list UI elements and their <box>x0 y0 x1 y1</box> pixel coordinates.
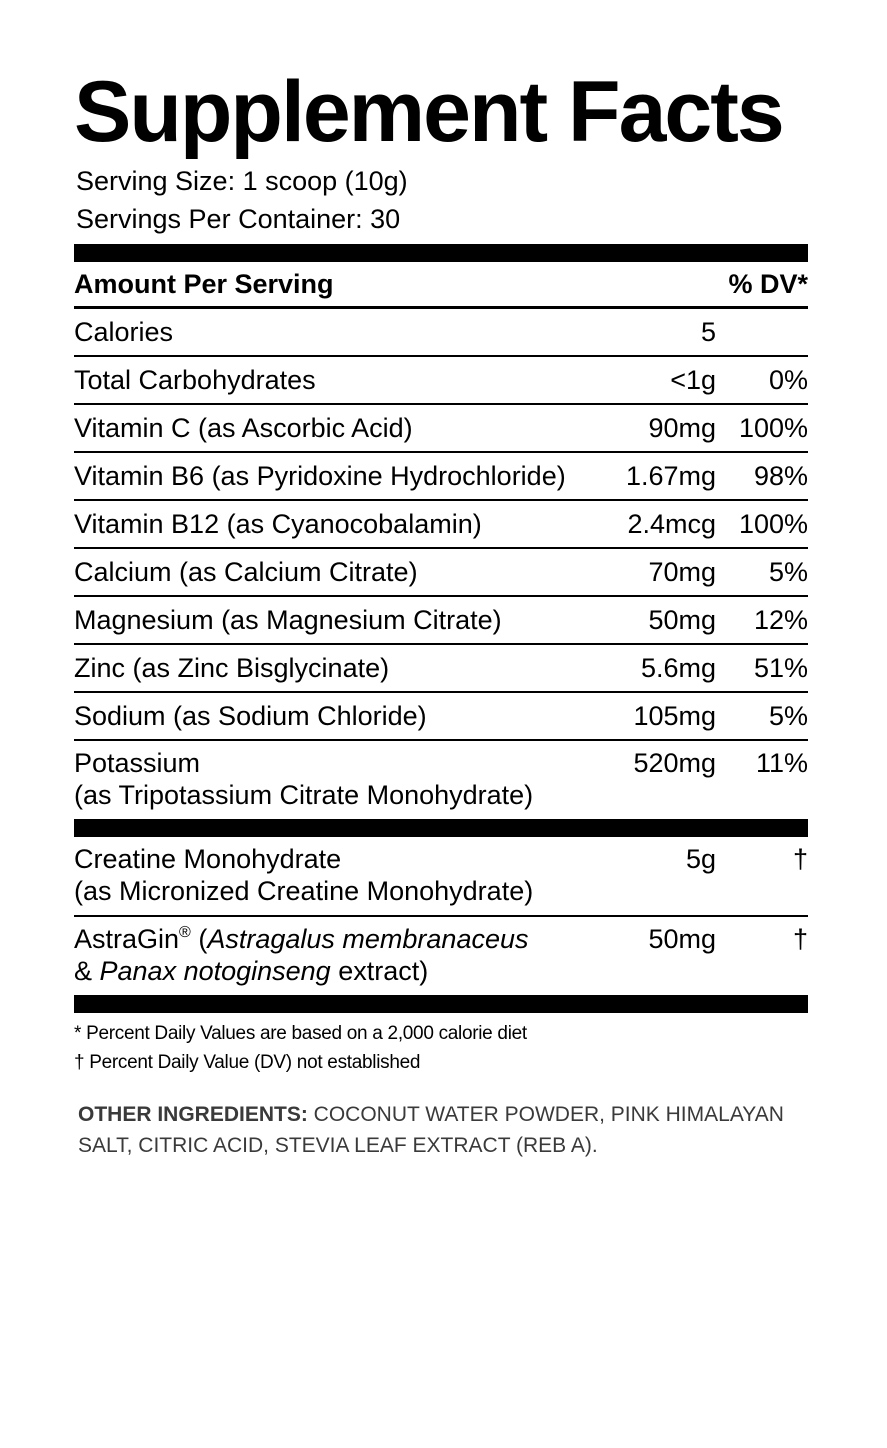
ingredient-name-source <box>74 955 576 987</box>
nutrient-dv: 0% <box>768 365 808 395</box>
thick-divider <box>74 819 808 837</box>
nutrient-amount: 105mg <box>633 701 716 731</box>
nutrient-row <box>74 741 808 819</box>
other-ingredients <box>78 1099 808 1161</box>
supplement-facts-panel <box>74 62 808 1161</box>
extract-suffix: extract) <box>330 956 429 986</box>
thick-divider <box>74 995 808 1013</box>
nutrient-name: Calcium (as Calcium Citrate) <box>74 557 418 587</box>
nutrient-dv: 5% <box>768 701 808 731</box>
footnotes <box>74 1019 808 1077</box>
registered-mark: ® <box>179 924 191 941</box>
brand-name: AstraGin <box>74 924 180 954</box>
nutrient-name <box>74 747 576 811</box>
ingredient-name-main: Creatine Monohydrate <box>74 844 342 874</box>
panel-title: Supplement Facts <box>74 64 783 160</box>
ingredient-name-main <box>74 923 576 955</box>
other-ingredients-label: OTHER INGREDIENTS: <box>78 1103 308 1126</box>
blend-row <box>74 837 808 917</box>
nutrient-name-source: (as Tripotassium Citrate Monohydrate) <box>74 780 534 810</box>
ingredient-name <box>74 843 576 907</box>
footnote-dv-basis: * Percent Daily Values are based on a 2,000 calorie diet <box>74 1023 527 1044</box>
amount-per-serving-label: Amount Per Serving <box>74 268 334 299</box>
nutrient-row <box>74 453 808 501</box>
nutrient-row <box>74 693 808 741</box>
ingredient-dv: † <box>792 844 808 874</box>
nutrient-amount: 1.67mg <box>625 461 716 491</box>
nutrient-name: Calories <box>74 317 174 347</box>
ampersand: & <box>74 956 100 986</box>
nutrient-dv: 100% <box>738 413 808 443</box>
botanical-name: Panax notoginseng <box>99 956 331 986</box>
nutrient-name: Zinc (as Zinc Bisglycinate) <box>74 653 390 683</box>
nutrient-dv: 12% <box>753 605 808 635</box>
blend-row <box>74 917 808 995</box>
nutrient-name: Vitamin B12 (as Cyanocobalamin) <box>74 509 482 539</box>
other-ingredients-text: COCONUT WATER POWDER, PINK HIMALAYAN SALT, CITRIC ACID, STEVIA LEAF EXTRACT (REB A). <box>78 1103 784 1157</box>
paren-open: ( <box>190 924 208 954</box>
thick-divider <box>74 244 808 262</box>
nutrient-name: Magnesium (as Magnesium Citrate) <box>74 605 502 635</box>
nutrient-amount: 90mg <box>648 413 716 443</box>
nutrient-amount: 70mg <box>648 557 716 587</box>
nutrient-row <box>74 597 808 645</box>
ingredient-amount: 50mg <box>648 924 716 954</box>
nutrient-amount: 50mg <box>648 605 716 635</box>
nutrient-row <box>74 405 808 453</box>
nutrient-name: Sodium (as Sodium Chloride) <box>74 701 427 731</box>
ingredient-name-source: (as Micronized Creatine Monohydrate) <box>74 876 534 906</box>
nutrient-name: Vitamin B6 (as Pyridoxine Hydrochloride) <box>74 461 566 491</box>
nutrient-dv: 98% <box>753 461 808 491</box>
footnote-dv-not-established: † Percent Daily Value (DV) not established <box>74 1052 421 1073</box>
nutrient-amount: 5 <box>700 317 716 347</box>
ingredient-name <box>74 923 576 987</box>
servings-per-container: Servings Per Container: 30 <box>76 204 401 234</box>
nutrient-amount: 5.6mg <box>640 653 716 683</box>
nutrient-row <box>74 357 808 405</box>
nutrient-row <box>74 501 808 549</box>
nutrient-dv: 100% <box>738 509 808 539</box>
nutrient-name: Vitamin C (as Ascorbic Acid) <box>74 413 413 443</box>
nutrient-dv: 5% <box>768 557 808 587</box>
nutrient-name: Total Carbohydrates <box>74 365 316 395</box>
nutrient-amount: 2.4mcg <box>627 509 716 539</box>
nutrient-dv: 11% <box>755 748 808 778</box>
table-header <box>74 262 808 309</box>
nutrient-amount: <1g <box>670 365 716 395</box>
ingredient-dv: † <box>792 924 808 954</box>
nutrient-amount: 520mg <box>633 748 716 778</box>
botanical-name: Astragalus membranaceus <box>207 924 529 954</box>
nutrient-dv: 51% <box>753 653 808 683</box>
serving-size: Serving Size: 1 scoop (10g) <box>76 166 408 196</box>
nutrient-row <box>74 549 808 597</box>
nutrient-name-main: Potassium <box>74 748 201 778</box>
dv-header-label: % DV* <box>728 268 808 299</box>
ingredient-amount: 5g <box>685 844 716 874</box>
nutrient-row <box>74 645 808 693</box>
nutrient-row <box>74 309 808 357</box>
